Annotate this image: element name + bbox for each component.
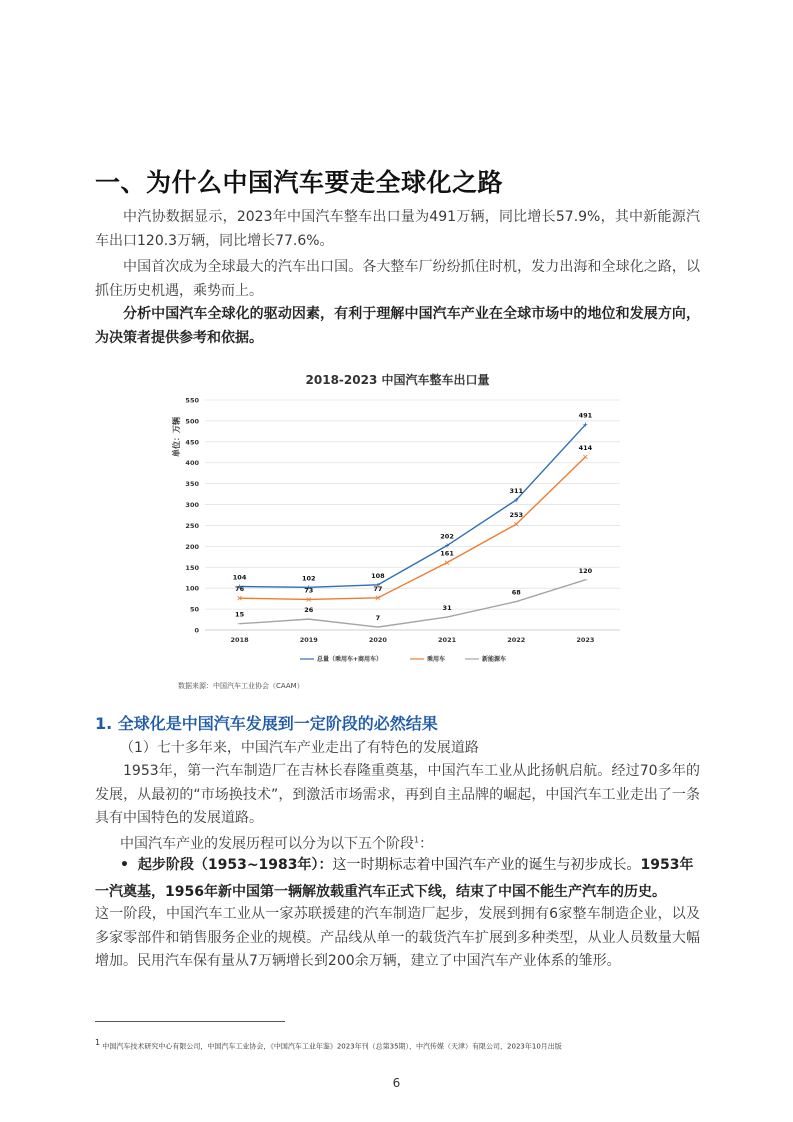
y-tick-label: 400	[185, 459, 199, 468]
x-axis-ticks	[231, 636, 595, 644]
y-tick-label: 550	[185, 396, 199, 405]
bullet-continuation: 一汽奠基，1956年新中国第一辆解放载重汽车正式下线，结束了中国不能生产汽车的历史。	[95, 884, 666, 900]
x-tick-label: 2022	[507, 636, 526, 644]
bullet-text: 这一时期标志着中国汽车产业的诞生与初步成长。	[332, 857, 641, 873]
y-tick-label: 0	[194, 626, 199, 635]
x-tick-label: 2020	[368, 636, 387, 644]
chart-legend	[300, 655, 506, 663]
legend-label: 乘用车	[427, 656, 446, 663]
y-tick-label: 150	[185, 563, 199, 572]
data-label: 7	[375, 614, 381, 623]
section-heading: 1. 全球化是中国汽车发展到一定阶段的必然结果	[95, 714, 438, 733]
intro-paragraph-2: 中国首次成为全球最大的汽车出口国。各大整车厂纷纷抓住时机，发力出海和全球化之路，以抓住历史机遇，乘势而上。	[95, 259, 700, 299]
bullet-bold-1: 1953年	[640, 857, 694, 873]
chart-gridlines	[205, 400, 620, 630]
bullet-item	[120, 854, 700, 878]
data-label: 253	[509, 511, 524, 520]
section-paragraph-1: 1953年，第一汽车制造厂在吉林长春隆重奠基，中国汽车工业从此扬帆启航。经过70多年的发展，从最初的“市场换技术”，到激活市场需求，再到自主品牌的崛起，中国汽车工业走出了一条具有中国特色的发展道路。	[95, 763, 700, 826]
data-label: 311	[509, 486, 524, 495]
y-tick-label: 100	[185, 584, 199, 593]
y-tick-label: 300	[185, 501, 199, 510]
data-point	[583, 455, 587, 459]
footnote-ref: 1	[414, 835, 420, 845]
data-label: 76	[235, 585, 245, 594]
data-label: 15	[235, 610, 245, 619]
y-tick-label: 350	[185, 480, 199, 489]
y-tick-label: 250	[185, 521, 199, 530]
intro-paragraph-3: 分析中国汽车全球化的驱动因素，有利于理解中国汽车产业在全球市场中的地位和发展方向，为决策者提供参考和依据。	[95, 306, 700, 346]
y-tick-label: 500	[185, 417, 199, 426]
footnote	[95, 1038, 562, 1051]
data-label: 120	[578, 566, 593, 575]
x-tick-label: 2023	[576, 636, 595, 644]
chart-source: 数据来源：中国汽车工业协会（CAAM）	[178, 682, 304, 690]
data-label: 104	[232, 573, 247, 582]
y-tick-label: 450	[185, 438, 199, 447]
page-number: 6	[392, 1076, 401, 1090]
footnote-mark: 1	[95, 1038, 101, 1047]
data-label: 73	[304, 586, 314, 595]
subsection-heading: （1）七十多年来，中国汽车产业走出了有特色的发展道路	[120, 740, 479, 756]
bullet-mark: •	[120, 857, 129, 873]
y-tick-label: 200	[185, 542, 199, 551]
section-paragraph-2	[120, 833, 725, 853]
page-heading: 一、为什么中国汽车要走全球化之路	[95, 168, 504, 197]
bullet-title: 起步阶段（1953~1983年）：	[137, 857, 333, 873]
data-label: 202	[440, 532, 454, 541]
y-tick-label: 50	[189, 605, 199, 614]
legend-label: 新能源车	[482, 656, 507, 663]
series-line	[240, 457, 586, 600]
data-label: 108	[371, 571, 385, 580]
data-label: 31	[442, 604, 452, 613]
x-tick-label: 2019	[299, 636, 318, 644]
stages-colon: ：	[419, 836, 434, 852]
data-labels	[233, 412, 593, 622]
stages-text: 中国汽车产业的发展历程可以分为以下五个阶段	[120, 836, 414, 852]
data-label: 68	[511, 588, 521, 597]
data-label: 26	[304, 606, 314, 615]
x-tick-label: 2021	[438, 636, 457, 644]
y-axis-label: 单位：万辆	[172, 417, 181, 457]
section-paragraph-3: 这一阶段，中国汽车工业从一家苏联援建的汽车制造厂起步，发展到拥有6家整车制造企业，以及多家零部件和销售服务企业的规模。产品线从单一的载货汽车扩展到多种类型，从业人员数量大幅增加。民用汽车保有量从7万辆增长到200余万辆，建立了中国汽车产业体系的雏形。	[95, 906, 700, 969]
footnote-divider	[95, 1021, 285, 1022]
export-line-chart	[160, 390, 640, 665]
data-label: 491	[578, 411, 593, 420]
series-line	[240, 425, 586, 588]
data-label: 161	[440, 549, 454, 558]
data-label: 414	[578, 443, 593, 452]
x-tick-label: 2018	[230, 636, 249, 644]
footnote-text: 中国汽车技术研究中心有限公司，中国汽车工业协会，《中国汽车工业年鉴》2023年刊（总第35期），中汽传媒（天津）有限公司，2023年10月出版	[102, 1042, 562, 1051]
legend-label: 总量（乘用车+商用车）	[317, 656, 383, 663]
intro-paragraph-1: 中汽协数据显示，2023年中国汽车整车出口量为491万辆，同比增长57.9%，其中新能源汽车出口120.3万辆，同比增长77.6%。	[95, 209, 700, 249]
chart-title: 2018-2023 中国汽车整车出口量	[305, 373, 490, 387]
data-label: 77	[373, 584, 383, 593]
y-axis-ticks	[185, 397, 199, 635]
data-label: 102	[301, 574, 316, 583]
series-lines	[238, 423, 588, 627]
